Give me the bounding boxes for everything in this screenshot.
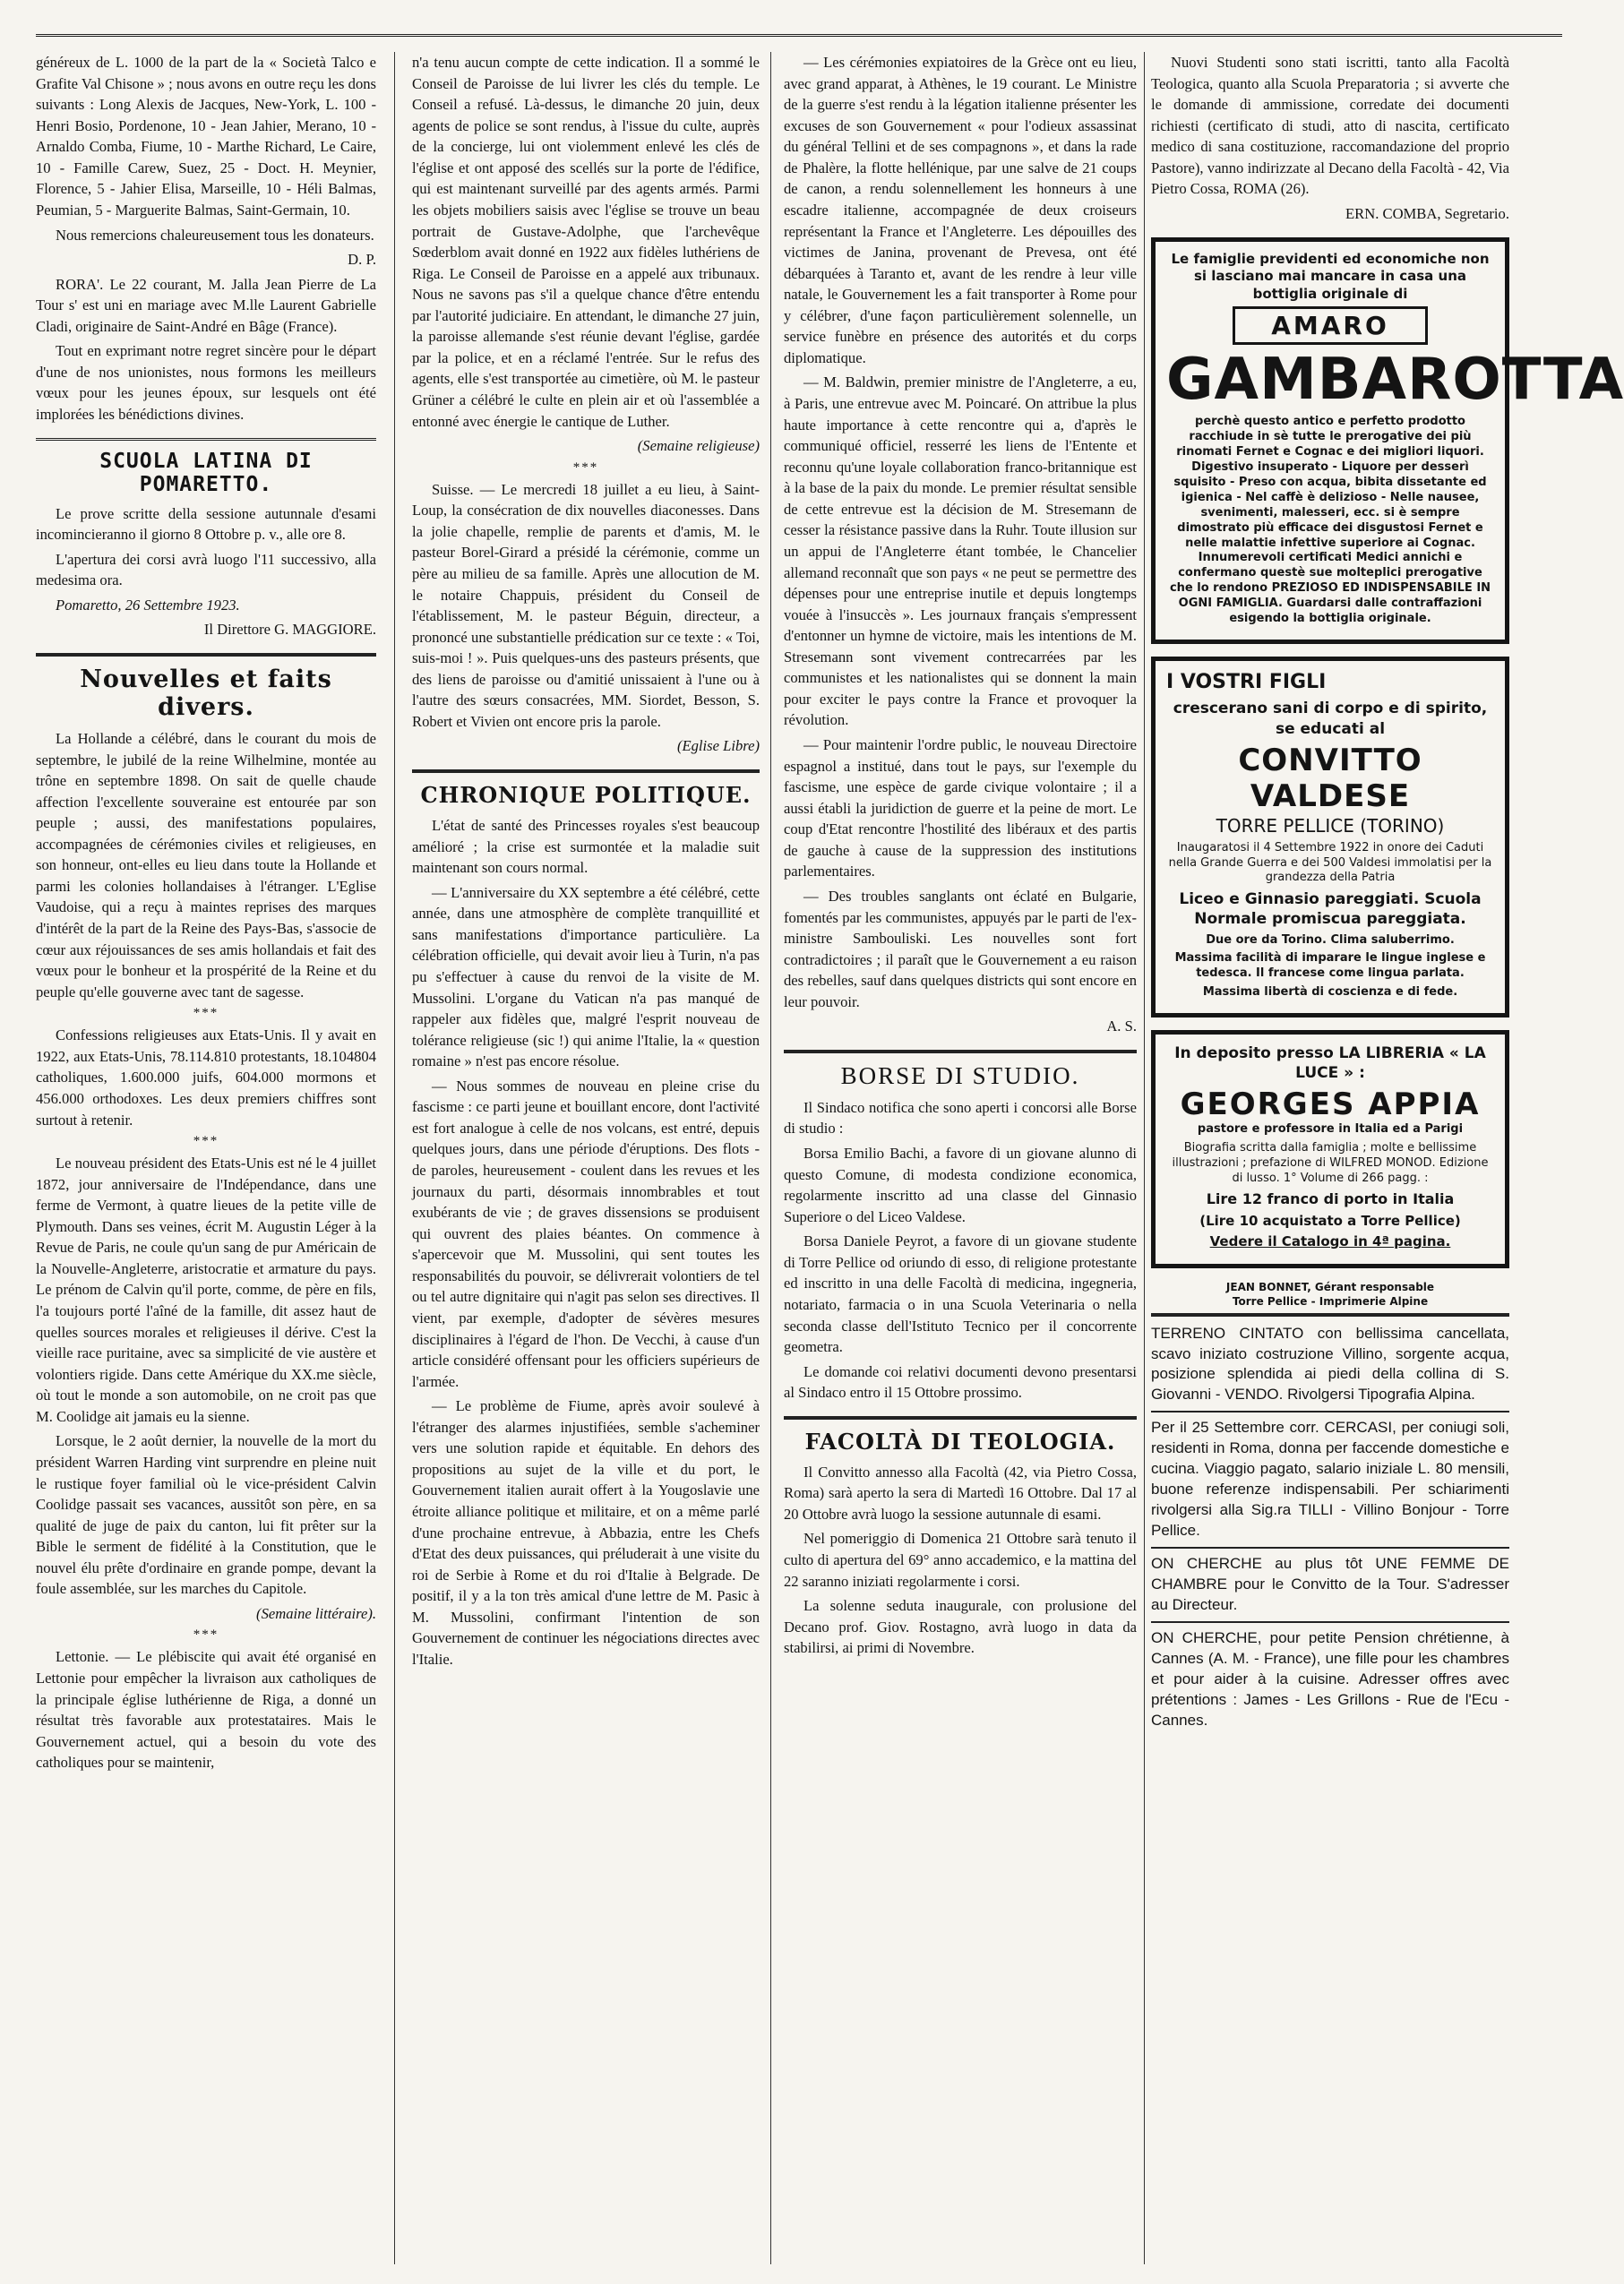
- section-divider: [412, 769, 760, 773]
- ad-book-price-local: (Lire 10 acquistato a Torre Pellice): [1199, 1212, 1461, 1229]
- top-rule: [36, 34, 1562, 37]
- section-divider: [784, 1050, 1137, 1053]
- article-paragraph: — M. Baldwin, premier ministre de l'Angleterre, a eu, à Paris, une entrevue avec M. Poincaré. On attribue la plus haute importance à cette rencontre qui a, d'après le communiqué officiel, resserré les liens de l'Entente et reconnu qu'une loyale collaboration franco-britannique est à la base de la paix du monde. Le premier résultat sensible de cette entrevue est la décision de M. Stresemann de cesser la résistance passive dans la Ruhr. Toute illusion sur un appui de l'Angleterre étant tombée, le Chancelier allemand reconnaît que son pays « ne peut se permettre des dépenses pour une entreprise inutile et depuis longtemps vouée à l'insuccès ». Les journaux français s'empressent d'entonner un hymne de victoire, mais les intentions de M. Stresemann sont vivement contrecarrées par les communistes et les nationalistes qui se donnent la main pour exciter le pays contre la France et provoquer la révolution.: [784, 374, 1137, 729]
- borse-heading: BORSE DI STUDIO.: [840, 1061, 1080, 1089]
- borse-paragraph: Borsa Daniele Peyrot, a favore di un giovane studente di Torre Pellice od oriundo di esso, di religione protestante ed inscritto in una delle Facoltà di medicina, ingegneria, notariato, farmacia o in una Scuola Veterinaria o nella seconda classe dell'Istituto Tecnico per il concorrente geometra.: [784, 1232, 1137, 1356]
- column-rule: [770, 52, 771, 2264]
- gambarotta-ad: [1151, 237, 1624, 644]
- section-divider: [1151, 1313, 1509, 1317]
- article-paragraph: Lettonie. — Le plébiscite qui avait été organisé en Lettonie pour empêcher la livraison aux catholiques de la principale église luthérienne de Riga, a donné un résultat très favorable aux protestataires. Mais le Gouvernement actuel, qui a besoin du vote des catholiques pour se maintenir,: [36, 1648, 376, 1772]
- article-source: (Semaine religieuse): [637, 437, 760, 455]
- column-1: [36, 52, 376, 2264]
- signature: D. P.: [348, 251, 376, 269]
- article-paragraph: Lorsque, le 2 août dernier, la nouvelle de la mort du président Warren Harding vint surprendre en pleine nuit le rustique foyer familial où le vice-président Calvin Coolidge passait ses vacances, aussitôt son père, en sa qualité de juge de paix du canton, lui fit prêter sur la Bible le serment de fidélité à la Constitution, que le nouvel élu prête d'ordinaire en grande pompe, devant la foule assemblée, sur les marches du Capitole.: [36, 1432, 376, 1598]
- facolta-heading: FACOLTÀ DI TEOLOGIA.: [804, 1428, 1116, 1455]
- scuola-heading: SCUOLA LATINA DI POMARETTO.: [99, 449, 313, 496]
- signature: A. S.: [1106, 1017, 1137, 1035]
- classifieds: [1151, 1324, 1509, 1731]
- nouvelles-heading: Nouvelles et faits divers.: [80, 665, 332, 721]
- imprint-manager: JEAN BONNET, Gérant responsable: [1225, 1280, 1435, 1293]
- donations-paragraph: généreux de L. 1000 de la part de la « Società Talco e Grafite Val Chisone » ; nous avons en outre reçu les dons suivants : Long Alexis de Jacques, New-York, L. 100 - Henri Bosio, Pordenone, 10 - Jean Jahier, Merano, 10 - Arnaldo Comba, Fiume, 10 - Marthe Richard, Le Caire, 10 - Famille Carew, Suez, 25 - Doct. H. Meynier, Florence, 5 - Jahier Elisa, Marseille, 10 - Héli Balmas, Peumian, 5 - Marguerite Balmas, Saint-Germain, 10.: [36, 54, 376, 219]
- article-paragraph: Confessions religieuses aux Etats-Unis. Il y avait en 1922, aux Etats-Unis, 78.114.810 protestants, 18.104804 catholiques, 1.600.000 juifs, 604.000 mormons et 456.000 orthodoxes. Les deux premiers chiffres sont surtout à retenir.: [36, 1026, 376, 1129]
- facolta-paragraph: Il Convitto annesso alla Facoltà (42, via Pietro Cossa, Roma) sarà aperto la sera di Martedì 16 Ottobre. Dal 17 al 20 Ottobre avrà luogo la sessione autunnale di esami.: [784, 1463, 1137, 1523]
- facolta-signature: ERN. COMBA, Segretario.: [1345, 204, 1509, 222]
- classified-ad: ON CHERCHE au plus tôt UNE FEMME DE CHAMBRE pour le Convitto de la Tour. S'adresser au Directeur.: [1151, 1554, 1509, 1613]
- classified-ad: Per il 25 Settembre corr. CERCASI, per coniugi soli, residenti in Roma, donna per faccende domestiche e cucina. Viaggio pagato, salario iniziale L. 80 mensili, buone referenze indispensabili. Per schiarimenti rivolgersi alla Sig.ra TILLI - Villino Bonjour - Torre Pellice.: [1151, 1419, 1509, 1540]
- ad-inauguration: Inaugaratosi il 4 Settembre 1922 in onore dei Caduti nella Grande Guerra e dei 500 Valdesi immolatisi per la grandezza della Patria: [1168, 840, 1492, 885]
- article-source: (Eglise Libre): [676, 737, 760, 755]
- ad-subheadline: crescerano sani di corpo e di spirito, se educati al: [1173, 700, 1488, 738]
- ad-school-name: CONVITTO VALDESE: [1238, 742, 1422, 814]
- article-paragraph: — L'anniversaire du XX septembre a été célébré, cette année, dans une atmosphère de complète tranquillité et sans manifestations d'importance particulière. La célébration officielle, qui devait avoir lieu à Turin, n'a pas pu s'effectuer à cause du renvoi de la visite de M. Mussolini. L'organe du Vatican n'a pas manqué de rappeler aux fidèles que, malgré l'esprit nouveau de tolérance religieuse (sic !) qui anime l'Italie, la « question romaine » n'est pas encore résolue.: [412, 883, 760, 1070]
- ad-book-price: Lire 12 franco di porto in Italia: [1206, 1189, 1455, 1207]
- scuola-paragraph: Le prove scritte della sessione autunnale d'esami incomincieranno il giorno 8 Ottobre p. v., alle ore 8.: [36, 504, 376, 544]
- article-paragraph: n'a tenu aucun compte de cette indication. Il a sommé le Conseil de Paroisse de lui livrer les clés du temple. Le Conseil a refusé. Là-dessus, le dimanche 20 juin, deux agents de police se sont rendus, à l'issue du culte, auprès de la concierge, lui ont violemment enlevé les clés de l'église et ont apposé des scellés sur la porte de l'édifice, qui est maintenant surveillé par des agents armés. Parmi les objets mobiliers saisis avec l'église se trouve un beau portrait de Gustave-Adolphe, que l'archevêque Sœderblom avait donné en 1922 aux fidèles luthériens de Riga. Le Conseil de Paroisse en a appelé aux tribunaux. Nous ne savons pas s'il a quelque chance d'être entendu par l'autorité judiciaire. En attendant, le dimanche 27 juin, la paroisse allemande s'est réunie devant l'église, gardée par la police, et en a réclamé l'entrée. Sur le refus des agents, elle s'est transportée au cimetière, où M. le pasteur Grüner a célébré le culte en plein air et où l'assemblée a entonné avec énergie le cantique de Luther.: [412, 54, 760, 430]
- column-2: [412, 52, 760, 2264]
- classified-divider: [1151, 1621, 1509, 1623]
- ad-amaro-label: AMARO: [1233, 306, 1428, 345]
- stars-divider: ***: [572, 459, 599, 475]
- wishes-paragraph: Tout en exprimant notre regret sincère pour le départ d'une de nos unionistes, nous formons les meilleurs vœux pour les jeunes époux, sur lesquels ont été implorées les bénédictions divines.: [36, 342, 376, 423]
- article-paragraph: — Le problème de Fiume, après avoir soulevé à l'étranger des alarmes injustifiées, semble s'acheminer vers une solution rapide et équitable. En dehors des propositions au sujet de la ville et du port, le Gouvernement italien aurait offert à la Yougoslavie une étroite alliance politique et militaire, et on a même parlé d'une prochaine entrevue, à Abbazia, entre les Chefs d'Etat des deux puissances, qui préluderait à une visite du roi de Serbie à Rome et du roi d'Italie à Belgrade. De positif, il y a la ton très amical d'une lettre de M. Pasic à M. Mussolini, confirmant l'intention de son Gouvernement de continuer les négociations directes avec l'Italie.: [412, 1397, 760, 1668]
- stars-divider: ***: [193, 1134, 219, 1149]
- borse-paragraph: Le domande coi relativi documenti devono presentarsi al Sindaco entro il 15 Ottobre prossimo.: [784, 1362, 1137, 1402]
- scuola-place-date: Pomaretto, 26 Settembre 1923.: [56, 596, 240, 614]
- imprint-printer: Torre Pellice - Imprimerie Alpine: [1232, 1294, 1429, 1308]
- borse-paragraph: Il Sindaco notifica che sono aperti i concorsi alle Borse di studio :: [784, 1098, 1137, 1138]
- ad-school-place: TORRE PELLICE (TORINO): [1216, 814, 1445, 837]
- ad-book-author-role: pastore e professore in Italia ed a Parigi: [1197, 1122, 1464, 1137]
- classified-divider: [1151, 1411, 1509, 1412]
- ad-headline: I VOSTRI FIGLI: [1166, 670, 1327, 693]
- chronique-heading: CHRONIQUE POLITIQUE.: [420, 782, 752, 808]
- section-divider: [36, 438, 376, 441]
- thanks-paragraph: Nous remercions chaleureusement tous les donateurs.: [56, 226, 374, 244]
- section-divider: [784, 1416, 1137, 1420]
- ad-body: perchè questo antico e perfetto prodotto racchiude in sè tutte le prerogative dei più rinomati Fernet e Cognac e dei migliori liquori. Digestivo insuperato - Liquore per desserì squisito - Preso con acqua, bibita dissetante ed igienica - Nel caffè è delizioso - Nelle nausee, svenimenti, malesseri, ecc. si è sempre dimostrato più efficace dei disgustosi Fernet e nelle malattie infettive superiore ai Cognac. Innumerevoli certificati Medici annichi e confermano questè sue molteplici prerogative che lo rendono PREZIOSO ED INDISPENSABILE IN OGNI FAMIGLIA. Guardarsi dalle contraffazioni esigendo la bottiglia originale.: [1169, 415, 1491, 625]
- classified-ad: TERRENO CINTATO con bellissima cancellata, scavo iniziato costruzione Villino, sorgente acqua, posizione splendida ai piedi della collina di S. Giovanni - VENDO. Rivolgersi Tipografia Alpina.: [1151, 1324, 1509, 1404]
- article-paragraph: — Pour maintenir l'ordre public, le nouveau Directoire espagnol a institué, dans tout le pays, sur l'exemple du fascisme, une espèce de garde civique volontaire ; il a aussi établi la juridiction de guerre et la peine de mort. Le coup d'Etat rencontre l'hostilité des libéraux et des partis de gauche à cause de la suppression des institutions parlementaires.: [784, 736, 1137, 880]
- facolta-paragraph: La solenne seduta inaugurale, con prolusione del Decano prof. Giov. Rostagno, avrà luogo in data da stabilirsi, ai primi di Novembre.: [784, 1597, 1137, 1657]
- classified-divider: [1151, 1547, 1509, 1549]
- facolta-paragraph: Nel pomeriggio di Domenica 21 Ottobre sarà tenuto il culto di apertura del 69° anno accademico, e la mattina del 22 saranno iniziati regolarmente i corsi.: [784, 1530, 1137, 1590]
- appia-book-ad: [1151, 1030, 1509, 1268]
- rora-paragraph: RORA'. Le 22 courant, M. Jalla Jean Pierre de La Tour s' est uni en mariage avec M.lle Laurent Gabrielle Cladi, originaire de Saint-André en Bâge (France).: [36, 275, 376, 335]
- column-3: [784, 52, 1137, 2264]
- article-paragraph: Suisse. — Le mercredi 18 juillet a eu lieu, à Saint-Loup, la consécration de dix nouvelles diaconesses. Dans la jolie chapelle, remplie de parents et d'amis, M. le pasteur Borel-Girard a présidé la cérémonie, comme un père au milieu de sa famille. Après une allocution de M. le notaire Chappuis, président du Conseil de l'établissement, M. le pasteur Béguin, directeur, a prononcé une substantielle prédication sur ce texte : « Toi, suis-moi ! ». Puis quelques-uns des pasteurs présents, que des liens de paroisse ou d'amitié unissaient à l'une ou à l'autre des sœurs consacrées, MM. Siordet, Besson, S. Robert et Vivien ont encore pris la parole.: [412, 480, 760, 730]
- article-paragraph: — Des troubles sanglants ont éclaté en Bulgarie, fomentés par les communistes, appuyés par le parti de l'ex-ministre Sambouliski. Les nouvelles sont fort contradictoires ; il paraît que le Gouvernement a eu raison des rebelles, sauf dans quelques districts qui sont encore en leur pouvoir.: [784, 887, 1137, 1010]
- ad-intro: Le famiglie previdenti ed economiche non si lasciano mai mancare in casa una bottiglia originale di: [1171, 250, 1490, 302]
- article-paragraph: — Les cérémonies expiatoires de la Grèce ont eu lieu, avec grand apparat, à Athènes, le 19 courant. Le Ministre de la guerre s'est rendu à la légation italienne présenter les excuses de son Gouvernement « pour l'odieux assassinat du général Tellini et de ses compagnons », et dans la rade de Phalère, la flotte hellénique, par une salve de 21 coups de canon, a rendu solennellement les honneurs à une escadre italienne, accompagnée de deux croiseurs représentant la France et l'Angleterre. Les dépouilles des victimes de Janina, provenant de Prevesa, ont été débarquées à Taranto et, avant de les rendre à leur ville natale, le Gouvernement les a fait transporter à Rome pour y célébrer, d'une façon particulièrement solennelle, un service funèbre en présence des autorités et du corps diplomatique.: [784, 54, 1137, 366]
- classified-ad: ON CHERCHE, pour petite Pension chrétienne, à Cannes (A. M. - France), une fille pour les chambres et pour aider à la cuisine. Adresser offres avec prétentions : James - Les Grillons - Rue de l'Ecu - Cannes.: [1151, 1628, 1509, 1729]
- ad-book-title: GEORGES APPIA: [1180, 1086, 1481, 1123]
- convitto-ad: [1151, 657, 1509, 1017]
- ad-brand-name: GAMBAROTTA: [1166, 347, 1624, 413]
- article-paragraph: La Hollande a célébré, dans le courant du mois de septembre, le jubilé de la reine Wilhelmine, montée au trône en septembre 1898. On sait de quelle chaude affection l'excellente souveraine est entourée par son peuple ; aussi, des manifestations populaires, accompagnées de cérémonies civiles et religieuses, en son honneur, ont-elles eu lieu dans toute la Hollande et parmi les colonies hollandaises à l'étranger. L'Eglise Vaudoise, qui a reçu à maintes reprises des marques d'intérêt de la part de la Reine des Pays-Bas, s'associe de cœur aux réjouissances de ses amis hollandais et fait des vœux pour le bonheur et la prospérité de la Reine et du peuple qu'elle gouverne avec tant de sagesse.: [36, 729, 376, 1000]
- newspaper-page: [36, 52, 1624, 2264]
- article-source: (Semaine littéraire).: [256, 1604, 376, 1622]
- column-4: [1151, 52, 1624, 2264]
- article-paragraph: L'état de santé des Princesses royales s'est beaucoup amélioré ; la crise est surmontée et la maladie suit maintenant son cours normal.: [412, 817, 760, 877]
- scuola-signature: Il Direttore G. MAGGIORE.: [203, 621, 376, 639]
- scuola-paragraph: L'apertura dei corsi avrà luogo l'11 successivo, alla medesima ora.: [36, 550, 376, 589]
- article-paragraph: — Nous sommes de nouveau en pleine crise du fascisme : ce parti jeune et bouillant encore, dont l'activité est fort analogue à celle de nos volcans, est entré, depuis quelques jours, dans une période d'éruptions. Des flots - de paroles, heureusement - coulent dans les revues et les journaux du parti, désormais innombrables et tout exubérants de vie ; de graves dissensions se produisent qui ouvrent des plaies béantes. On commence à s'apercevoir que M. Mussolini, qui sent toutes les responsabilités du pouvoir, se délivrerait volontiers de tel ou tel autre dignitaire qui n'agit pas selon ses directives. Il vient, par exemple, d'adopter de sévères mesures disciplinaires à l'égard de l'hon. De Vecchi, à cause d'un article considéré offensant pour les officiers supérieurs de l'armée.: [412, 1077, 760, 1390]
- ad-deposit: In deposito presso LA LIBRERIA « LA LUCE » :: [1174, 1044, 1486, 1083]
- ad-licei: Liceo e Ginnasio pareggiati. Scuola Normale promiscua pareggiata.: [1179, 890, 1482, 929]
- borse-paragraph: Borsa Emilio Bachi, a favore di un giovane alunno di questo Comune, di modesta condizione economica, regolarmente inscritto ad una classe del Ginnasio Superiore o del Liceo Valdese.: [784, 1145, 1137, 1225]
- stars-divider: ***: [193, 1006, 219, 1021]
- ad-languages: Massima facilità di imparare le lingue inglese e tedesca. Il francese come lingua parlata.: [1174, 951, 1486, 981]
- facolta-paragraph: Nuovi Studenti sono stati iscritti, tanto alla Facoltà Teologica, quanto alla Scuola Preparatoria ; si avverte che le domande di ammissione, corredate dei documenti richiesti (certificato di studi, atto di nascita, certificato medico di sana costituzione, raccomandazione del proprio Pastore), vanno indirizzate al Decano della Facoltà - 42, Via Pietro Cossa, ROMA (26).: [1151, 54, 1509, 198]
- ad-catalogue-note: Vedere il Catalogo in 4ª pagina.: [1209, 1233, 1451, 1250]
- ad-book-description: Biografia scritta dalla famiglia ; molte e bellissime illustrazioni ; prefazione di WILFRED MONOD. Edizione di lusso. 1° Volume di 266 pagg. :: [1172, 1141, 1489, 1185]
- article-paragraph: Le nouveau président des Etats-Unis est né le 4 juillet 1872, jour anniversaire de l'Indépendance, dans une ferme de Vermont, à quatre lieues de la petite ville de Plymouth. Dans ses veines, écrit M. Augustin Léger à la Revue de Paris, ne coule qu'un sang de pur Américain de la Nouvelle-Angleterre, aristocratie et armature du pays. Le prénom de Calvin qu'il porte, comme, de père en fils, l'a toujours porté l'aîné de la famille, dit assez haut de quelles sources morales et religieuses il dérive. C'est la vieille race puritaine, avec sa simplicité de vie austère et volontiers rigide. Dans cette Amérique du XX.me siècle, où tout le monde a son automobile, on ne croit pas que M. Coolidge ait jamais eu la sienne.: [36, 1155, 376, 1425]
- column-rule: [394, 52, 395, 2264]
- ad-freedom: Massima libertà di coscienza e di fede.: [1202, 985, 1458, 1000]
- column-rule: [1144, 52, 1145, 2264]
- stars-divider: ***: [193, 1627, 219, 1643]
- section-divider: [36, 653, 376, 657]
- ad-climate: Due ore da Torino. Clima saluberrimo.: [1206, 932, 1455, 947]
